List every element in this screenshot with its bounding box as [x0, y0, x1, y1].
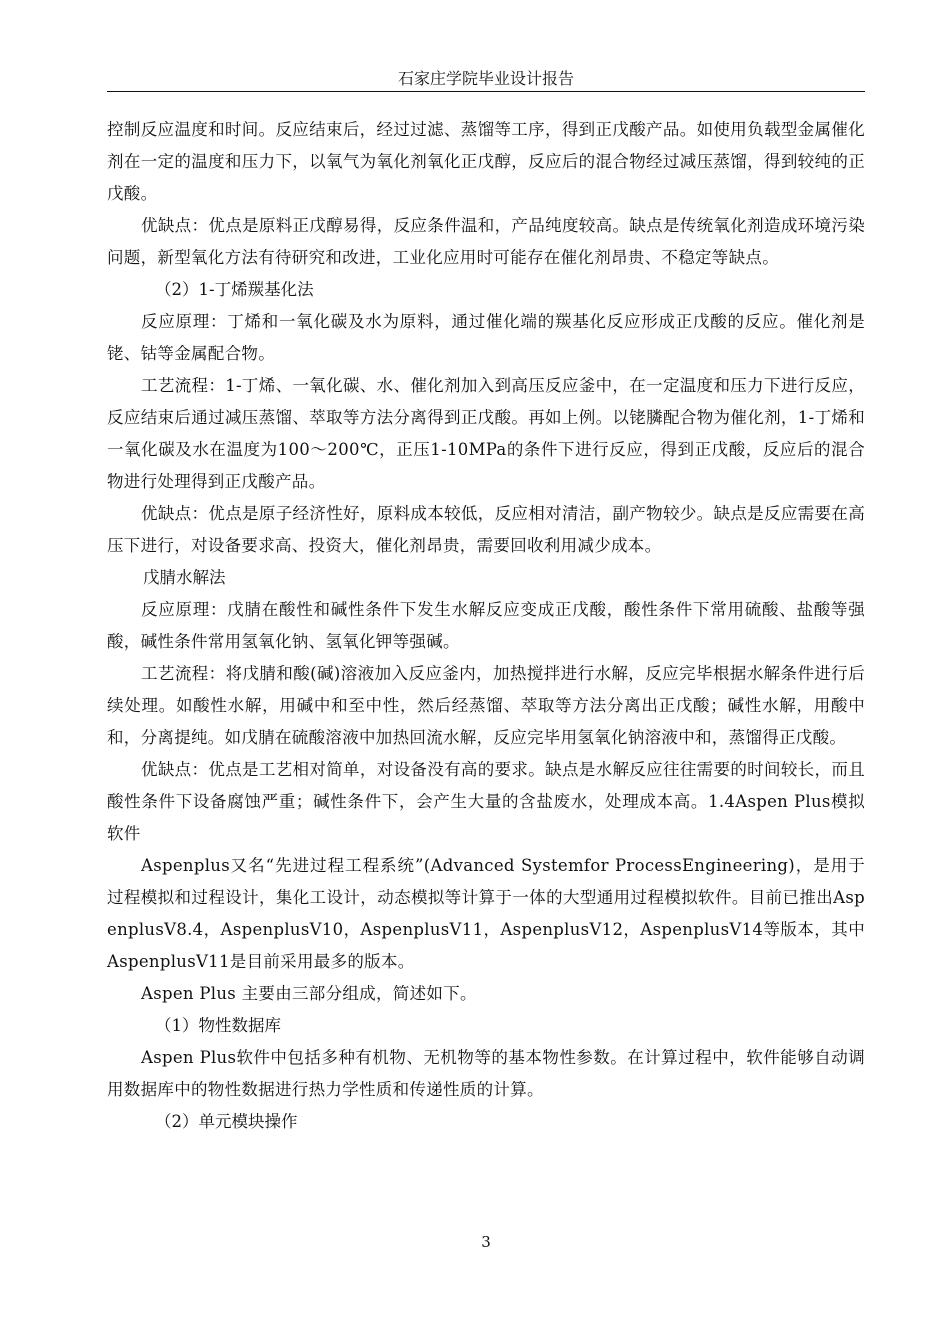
section-heading: （2）1-丁烯羰基化法: [155, 280, 314, 299]
section-heading: （2）单元模块操作: [155, 1112, 298, 1131]
paragraph: 反应原理：丁烯和一氧化碳及水为原料，通过催化端的羰基化反应形成正戊酸的反应。催化剂是铑、钴等金属配合物。: [107, 312, 865, 363]
paragraph: Aspen Plus软件中包括多种有机物、无机物等的基本物性参数。在计算过程中，软件能够自动调用数据库中的物性数据进行热力学性质和传递性质的计算。: [107, 1048, 865, 1099]
paragraph: 优缺点：优点是原子经济性好，原料成本较低，反应相对清洁，副产物较少。缺点是反应需要在高压下进行，对设备要求高、投资大，催化剂昂贵，需要回收利用减少成本。: [107, 504, 865, 555]
paragraph: 优缺点：优点是原料正戊醇易得，反应条件温和，产品纯度较高。缺点是传统氧化剂造成环境污染问题，新型氧化方法有待研究和改进，工业化应用时可能存在催化剂昂贵、不稳定等缺点。: [107, 216, 865, 267]
page-number: 3: [481, 1233, 491, 1251]
section-heading: 戊腈水解法: [143, 568, 226, 587]
paragraph: Aspenplus又名“先进过程工程系统”(Advanced Systemfor ProcessEngineering)，是用于过程模拟和过程设计，集化工设计，动态模拟等计算于一体的大型通用过程模拟软件。目前已推出AspenplusV8.4，AspenplusV10，AspenplusV11，AspenplusV12，AspenplusV14等版本，其中AspenplusV11是目前采用最多的版本。: [107, 856, 865, 971]
paragraph: Aspen Plus 主要由三部分组成，简述如下。: [141, 984, 477, 1003]
paragraph: 反应原理：戊腈在酸性和碱性条件下发生水解反应变成正戊酸，酸性条件下常用硫酸、盐酸等强酸，碱性条件常用氢氧化钠、氢氧化钾等强碱。: [107, 600, 865, 651]
section-heading: （1）物性数据库: [155, 1016, 281, 1035]
paragraph: 工艺流程：1-丁烯、一氧化碳、水、催化剂加入到高压反应釜中，在一定温度和压力下进行反应，反应结束后通过减压蒸馏、萃取等方法分离得到正戊酸。再如上例。以铑膦配合物为催化剂，1-丁烯和一氧化碳及水在温度为100～200℃，正压1-10MPa的条件下进行反应，得到正戊酸，反应后的混合物进行处理得到正戊酸产品。: [107, 376, 865, 491]
paragraph: 工艺流程：将戊腈和酸(碱)溶液加入反应釜内，加热搅拌进行水解，反应完毕根据水解条件进行后续处理。如酸性水解，用碱中和至中性，然后经蒸馏、萃取等方法分离出正戊酸；碱性水解，用酸中和，分离提纯。如戊腈在硫酸溶液中加热回流水解，反应完毕用氢氧化钠溶液中和，蒸馏得正戊酸。: [107, 664, 865, 747]
header-divider: [107, 91, 865, 92]
page-header: 石家庄学院毕业设计报告: [397, 69, 574, 88]
paragraph: 优缺点：优点是工艺相对简单，对设备没有高的要求。缺点是水解反应往往需要的时间较长，而且酸性条件下设备腐蚀严重；碱性条件下，会产生大量的含盐废水，处理成本高。1.4Aspen Plus模拟软件: [107, 760, 865, 843]
body-text: [107, 114, 865, 1138]
paragraph: 控制反应温度和时间。反应结束后，经过过滤、蒸馏等工序，得到正戊酸产品。如使用负载型金属催化剂在一定的温度和压力下，以氧气为氧化剂氧化正戊醇，反应后的混合物经过减压蒸馏，得到较纯的正戊酸。: [107, 120, 865, 203]
